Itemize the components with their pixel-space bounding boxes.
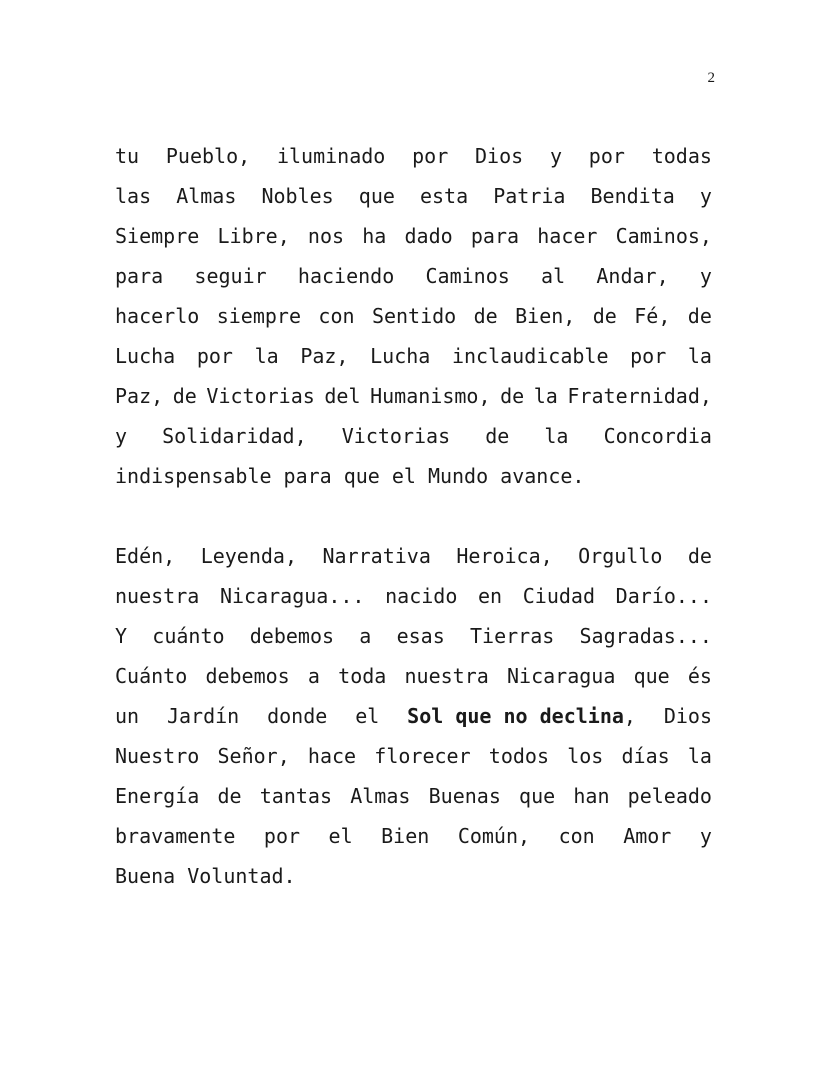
word: Cuánto bbox=[115, 664, 188, 688]
word: hacerlo bbox=[115, 304, 200, 328]
word: para bbox=[470, 224, 520, 248]
word: de bbox=[500, 384, 525, 408]
word: por bbox=[588, 144, 625, 168]
word: todas bbox=[651, 144, 712, 168]
text-line bbox=[115, 856, 712, 896]
word: bravamente bbox=[115, 824, 236, 848]
word: Nicaragua... bbox=[219, 584, 365, 608]
word: un bbox=[115, 704, 140, 728]
word: nuestra bbox=[404, 664, 489, 688]
text-line bbox=[115, 336, 712, 376]
word: Almas bbox=[176, 184, 237, 208]
word: Andar, bbox=[596, 264, 669, 288]
word: Lucha bbox=[115, 344, 176, 368]
word: Libre, bbox=[217, 224, 290, 248]
word: a bbox=[307, 664, 320, 688]
word: ha bbox=[362, 224, 387, 248]
bold-phrase-group bbox=[407, 696, 636, 736]
word: que bbox=[358, 184, 395, 208]
word: Victorias bbox=[206, 384, 315, 408]
text-line bbox=[115, 576, 712, 616]
word: Humanismo, bbox=[370, 384, 491, 408]
word: todos bbox=[488, 744, 550, 768]
word: toda bbox=[338, 664, 387, 688]
word: han bbox=[573, 784, 610, 808]
word: y bbox=[699, 824, 712, 848]
word: donde bbox=[267, 704, 328, 728]
word: por bbox=[412, 144, 449, 168]
word: el bbox=[328, 824, 353, 848]
word: de bbox=[485, 424, 510, 448]
text-line bbox=[115, 616, 712, 656]
word: Solidaridad, bbox=[162, 424, 307, 448]
word: Nuestro bbox=[115, 744, 200, 768]
word: Almas bbox=[350, 784, 411, 808]
word: de bbox=[473, 304, 498, 328]
word: tantas bbox=[259, 784, 333, 808]
word: haciendo bbox=[297, 264, 395, 288]
word: Mundo bbox=[427, 464, 489, 488]
word: Siempre bbox=[115, 224, 200, 248]
word: Energía bbox=[115, 784, 200, 808]
word: por bbox=[263, 824, 301, 848]
text-line bbox=[115, 776, 712, 816]
word: de bbox=[217, 784, 242, 808]
word: de bbox=[172, 384, 197, 408]
word: al bbox=[541, 264, 566, 288]
word: Bendita bbox=[590, 184, 675, 208]
word: Heroica, bbox=[456, 544, 553, 568]
word: nos bbox=[307, 224, 345, 248]
word: Dios bbox=[663, 704, 712, 728]
word: hace bbox=[307, 744, 357, 768]
word: debemos bbox=[249, 624, 335, 648]
word: y bbox=[699, 264, 712, 288]
word: que bbox=[519, 784, 556, 808]
text-line bbox=[115, 376, 712, 416]
word: del bbox=[324, 384, 361, 408]
word: Caminos bbox=[425, 264, 510, 288]
word: el bbox=[391, 464, 416, 488]
word: Y bbox=[115, 624, 128, 648]
word: Leyenda, bbox=[200, 544, 298, 568]
word: nuestra bbox=[115, 584, 200, 608]
word: la bbox=[533, 384, 558, 408]
paragraph-2 bbox=[115, 536, 712, 896]
word: florecer bbox=[374, 744, 471, 768]
word: y bbox=[699, 184, 712, 208]
word: con bbox=[318, 304, 355, 328]
word: y bbox=[549, 144, 563, 168]
word: siempre bbox=[216, 304, 301, 328]
word: Paz, bbox=[300, 344, 349, 368]
word: Patria bbox=[493, 184, 566, 208]
word: Nicaragua bbox=[507, 664, 616, 688]
word: Ciudad bbox=[522, 584, 596, 608]
word: cuánto bbox=[152, 624, 225, 648]
word: seguir bbox=[194, 264, 267, 288]
word: Bien bbox=[381, 824, 430, 848]
word: Voluntad. bbox=[187, 864, 296, 888]
word: Dios bbox=[475, 144, 524, 168]
word: para bbox=[283, 464, 332, 488]
word: esta bbox=[419, 184, 469, 208]
text-line bbox=[115, 536, 712, 576]
word: a bbox=[359, 624, 372, 648]
word: debemos bbox=[205, 664, 290, 688]
word: en bbox=[478, 584, 503, 608]
text-line bbox=[115, 176, 712, 216]
word: Jardín bbox=[166, 704, 240, 728]
word: esas bbox=[396, 624, 445, 648]
word: días bbox=[621, 744, 670, 768]
word: , bbox=[623, 704, 636, 728]
text-line bbox=[115, 296, 712, 336]
word: la bbox=[687, 344, 712, 368]
word: que bbox=[633, 664, 670, 688]
word: de bbox=[592, 304, 617, 328]
word: Edén, bbox=[115, 544, 176, 568]
word: por bbox=[196, 344, 233, 368]
word: Buena bbox=[115, 864, 176, 888]
word: dado bbox=[404, 224, 453, 248]
word: los bbox=[567, 744, 604, 768]
word: Amor bbox=[623, 824, 672, 848]
text-line bbox=[115, 416, 712, 456]
word: Darío... bbox=[615, 584, 712, 608]
word: con bbox=[558, 824, 595, 848]
word: nacido bbox=[385, 584, 458, 608]
word: Fraternidad, bbox=[567, 384, 712, 408]
word: és bbox=[687, 664, 712, 688]
word: el bbox=[355, 704, 380, 728]
text-line bbox=[115, 456, 712, 496]
word: de bbox=[687, 304, 712, 328]
word: Sagradas... bbox=[579, 624, 712, 648]
word: la bbox=[687, 744, 712, 768]
word: para bbox=[115, 264, 164, 288]
word: inclaudicable bbox=[451, 344, 609, 368]
word: Señor, bbox=[217, 744, 290, 768]
text-line bbox=[115, 216, 712, 256]
word: por bbox=[630, 344, 667, 368]
page-number: 2 bbox=[707, 70, 715, 86]
word: Paz, bbox=[115, 384, 164, 408]
word: Tierras bbox=[469, 624, 555, 648]
word: las bbox=[115, 184, 152, 208]
text-line bbox=[115, 656, 712, 696]
word: Concordia bbox=[603, 424, 712, 448]
word: tu bbox=[115, 144, 140, 168]
paragraph-1 bbox=[115, 136, 712, 496]
word: hacer bbox=[537, 224, 598, 248]
bold-phrase: Sol que no declina bbox=[407, 704, 624, 728]
word: Narrativa bbox=[322, 544, 431, 568]
word: Buenas bbox=[428, 784, 501, 808]
word: la bbox=[254, 344, 279, 368]
word: la bbox=[544, 424, 569, 448]
word: de bbox=[687, 544, 712, 568]
word: Sentido bbox=[371, 304, 457, 328]
word: que bbox=[343, 464, 380, 488]
word: Nobles bbox=[261, 184, 334, 208]
text-line bbox=[115, 256, 712, 296]
word: Victorias bbox=[341, 424, 451, 448]
word: avance. bbox=[500, 464, 585, 488]
word: y bbox=[115, 424, 128, 448]
word: Orgullo bbox=[578, 544, 663, 568]
word: Común, bbox=[457, 824, 531, 848]
text-line bbox=[115, 736, 712, 776]
word: Fé, bbox=[634, 304, 671, 328]
word: indispensable bbox=[115, 464, 272, 488]
text-line bbox=[115, 136, 712, 176]
word: Pueblo, bbox=[165, 144, 251, 168]
text-line bbox=[115, 696, 712, 736]
text-line bbox=[115, 816, 712, 856]
word: peleado bbox=[627, 784, 712, 808]
word: iluminado bbox=[276, 144, 386, 168]
word: Lucha bbox=[370, 344, 431, 368]
word: Caminos, bbox=[615, 224, 712, 248]
word: Bien, bbox=[515, 304, 576, 328]
